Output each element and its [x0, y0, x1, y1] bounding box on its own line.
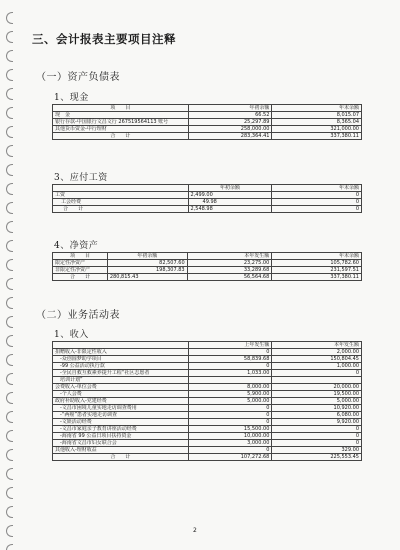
table-row — [53, 192, 362, 199]
table-row — [53, 384, 362, 391]
row-label: 其他货币资金-中行理财 — [53, 126, 189, 133]
binding-hole — [6, 316, 13, 328]
table-row — [53, 199, 362, 206]
binding-holes — [4, 0, 18, 550]
row-label: 银行存款-中国银行文昌文行 267519564113 账号 — [53, 119, 189, 126]
total-label: 合 计 — [53, 206, 189, 213]
total-label: 合 计 — [53, 274, 108, 281]
row-value: 8,015.07 — [272, 112, 362, 119]
row-value: 58,839.68 — [188, 356, 272, 363]
total-value: 107,272.68 — [188, 454, 272, 461]
row-label: 限定性净资产 — [53, 260, 108, 267]
header-cell: 年末余额 — [272, 105, 362, 112]
table-row — [53, 260, 362, 267]
row-value: 1,000.00 — [272, 363, 362, 370]
row-value: 0 — [272, 370, 362, 377]
table-header-row — [53, 253, 362, 260]
row-value: 3,000.00 — [188, 440, 272, 447]
table-row — [53, 119, 362, 126]
table-row — [53, 126, 362, 133]
page-number: 2 — [193, 527, 197, 534]
table-row — [53, 112, 362, 119]
net-assets-table — [52, 252, 362, 281]
row-label: 政府补助收入-党建经费 — [53, 398, 189, 405]
row-value: 321,000.00 — [272, 126, 362, 133]
binding-hole — [6, 506, 13, 518]
table-row — [53, 419, 362, 426]
row-label: 会费收入-单位会费 — [53, 384, 189, 391]
total-value: 2,548.98 — [188, 206, 272, 213]
table-total-row — [53, 454, 362, 461]
table-total-row — [53, 133, 362, 140]
row-value: 0 — [188, 363, 272, 370]
row-label: -文娱活动经费 — [53, 419, 189, 426]
binding-hole — [6, 240, 13, 252]
row-value: 0 — [272, 199, 362, 206]
row-value: 25,297.89 — [188, 119, 272, 126]
income-table — [52, 341, 362, 461]
table-row — [53, 349, 362, 356]
total-value: 283,364.41 — [188, 133, 272, 140]
wages-heading: 3、应付工资 — [54, 173, 108, 183]
row-label: -文昌市家庭亲子教育讲座活动经费 — [53, 426, 189, 433]
row-value: 0 — [188, 419, 272, 426]
row-value: 10,920.00 — [272, 405, 362, 412]
binding-hole — [6, 221, 13, 233]
row-value: 0 — [272, 433, 362, 440]
activities-heading: （二）业务活动表 — [36, 310, 120, 321]
header-cell: 年末余额 — [272, 185, 362, 192]
row-value: 0 — [272, 192, 362, 199]
binding-hole — [6, 12, 13, 24]
binding-hole — [6, 392, 13, 404]
total-label: 合 计 — [53, 454, 189, 461]
table-row — [53, 370, 362, 377]
row-value: 19,500.00 — [272, 391, 362, 398]
row-value: 198,307.83 — [107, 267, 187, 274]
row-value: 1,033.00 — [188, 370, 272, 377]
total-value: 337,380.11 — [272, 133, 362, 140]
row-value: 0 — [188, 349, 272, 356]
binding-hole — [6, 487, 13, 499]
table-total-row — [53, 274, 362, 281]
binding-hole — [6, 259, 13, 271]
row-label: 非限定性净资产 — [53, 267, 108, 274]
row-value: 329.00 — [272, 447, 362, 454]
cash-heading: 1、现金 — [54, 93, 89, 103]
binding-hole — [6, 544, 13, 550]
header-cell: 年初余额 — [107, 253, 187, 260]
row-value: 2,499.00 — [188, 192, 272, 199]
total-value: 280,815.43 — [107, 274, 187, 281]
row-value: 5,900.00 — [188, 391, 272, 398]
row-label: 工会经费 — [53, 199, 189, 206]
row-value: 105,782.60 — [272, 260, 362, 267]
row-value: 0 — [272, 426, 362, 433]
table-header-row — [53, 185, 362, 192]
row-label: 现 金 — [53, 112, 189, 119]
row-value: 0 — [188, 447, 272, 454]
header-cell: 本年发生额 — [272, 342, 362, 349]
binding-hole — [6, 411, 13, 423]
table-row — [53, 391, 362, 398]
row-label: 其他收入-理财收益 — [53, 447, 189, 454]
binding-hole — [6, 126, 13, 138]
row-label: -“两癌”患者实地走访调查 — [53, 412, 189, 419]
binding-hole — [6, 69, 13, 81]
row-value: 0 — [272, 440, 362, 447]
total-value: 337,380.11 — [272, 274, 362, 281]
row-label: -海南省文昌市妇女联合会 — [53, 440, 189, 447]
binding-hole — [6, 373, 13, 385]
table-row — [53, 412, 362, 419]
binding-hole — [6, 145, 13, 157]
row-label: -个人会费 — [53, 391, 189, 398]
header-cell — [53, 342, 189, 349]
binding-hole — [6, 107, 13, 119]
binding-hole — [6, 449, 13, 461]
binding-hole — [6, 31, 13, 43]
row-value — [188, 377, 272, 384]
row-value: 5,000.00 — [272, 398, 362, 405]
row-label: 工资 — [53, 192, 189, 199]
header-cell: 项 目 — [53, 253, 108, 260]
total-value: 56,564.68 — [187, 274, 272, 281]
binding-hole — [6, 50, 13, 62]
header-cell: 项 目 — [53, 105, 189, 112]
row-value: 231,597.51 — [272, 267, 362, 274]
table-total-row — [53, 206, 362, 213]
row-label: 培训计划” — [53, 377, 189, 384]
wages-table — [52, 184, 362, 213]
binding-hole — [6, 278, 13, 290]
binding-hole — [6, 525, 13, 537]
binding-hole — [6, 468, 13, 480]
table-header-row — [53, 105, 362, 112]
binding-hole — [6, 164, 13, 176]
row-value: 20,000.00 — [272, 384, 362, 391]
row-value: 8,000.00 — [188, 384, 272, 391]
row-value: 9,920.00 — [272, 419, 362, 426]
row-label: -海南省 99 公益日项目扶持资金 — [53, 433, 189, 440]
header-cell: 年末余额 — [272, 253, 362, 260]
row-value: 10,000.00 — [188, 433, 272, 440]
total-label: 合 计 — [53, 133, 189, 140]
row-value: 33,289.68 — [187, 267, 272, 274]
table-row — [53, 267, 362, 274]
table-row — [53, 405, 362, 412]
row-label: -全民自救互救素养提升工程“社区志愿者 — [53, 370, 189, 377]
binding-hole — [6, 354, 13, 366]
row-label: -99 公益活动执行款 — [53, 363, 189, 370]
row-label: 捐赠收入-非限定性收入 — [53, 349, 189, 356]
row-value: 66.52 — [188, 112, 272, 119]
header-cell — [53, 185, 189, 192]
table-row — [53, 433, 362, 440]
row-value: 8,365.04 — [272, 119, 362, 126]
header-cell: 上年发生额 — [188, 342, 272, 349]
header-cell: 年初余额 — [188, 105, 272, 112]
row-value: 49.98 — [188, 199, 272, 206]
table-row — [53, 377, 362, 384]
row-value: 5,000.00 — [188, 398, 272, 405]
row-value: 2,000.00 — [272, 349, 362, 356]
total-value: 225,553.45 — [272, 454, 362, 461]
row-value: 6,080.00 — [272, 412, 362, 419]
row-label: -众创圆梦助学项目 — [53, 356, 189, 363]
section-title: 三、会计报表主要项目注释 — [32, 32, 176, 46]
header-cell: 年初余额 — [188, 185, 272, 192]
row-value: 0 — [188, 405, 272, 412]
table-row — [53, 440, 362, 447]
row-value: 15,500.00 — [188, 426, 272, 433]
row-value: 23,275.00 — [187, 260, 272, 267]
row-value — [272, 377, 362, 384]
balance-sheet-heading: （一）资产负债表 — [36, 72, 120, 83]
table-row — [53, 356, 362, 363]
binding-hole — [6, 430, 13, 442]
row-value: 0 — [188, 412, 272, 419]
binding-hole — [6, 335, 13, 347]
header-cell: 本年发生额 — [187, 253, 272, 260]
total-value: 0 — [272, 206, 362, 213]
row-value: 258,000.00 — [188, 126, 272, 133]
binding-hole — [6, 88, 13, 100]
row-value: 150,804.45 — [272, 356, 362, 363]
binding-hole — [6, 297, 13, 309]
binding-hole — [6, 202, 13, 214]
row-label: -文昌市困境儿童实地走访调查费用 — [53, 405, 189, 412]
row-value: 82,507.60 — [107, 260, 187, 267]
table-row — [53, 363, 362, 370]
cash-table — [52, 104, 362, 140]
table-row — [53, 426, 362, 433]
table-header-row — [53, 342, 362, 349]
net-assets-heading: 4、净资产 — [54, 241, 99, 251]
income-heading: 1、收入 — [54, 330, 89, 340]
table-row — [53, 447, 362, 454]
binding-hole — [6, 183, 13, 195]
table-row — [53, 398, 362, 405]
